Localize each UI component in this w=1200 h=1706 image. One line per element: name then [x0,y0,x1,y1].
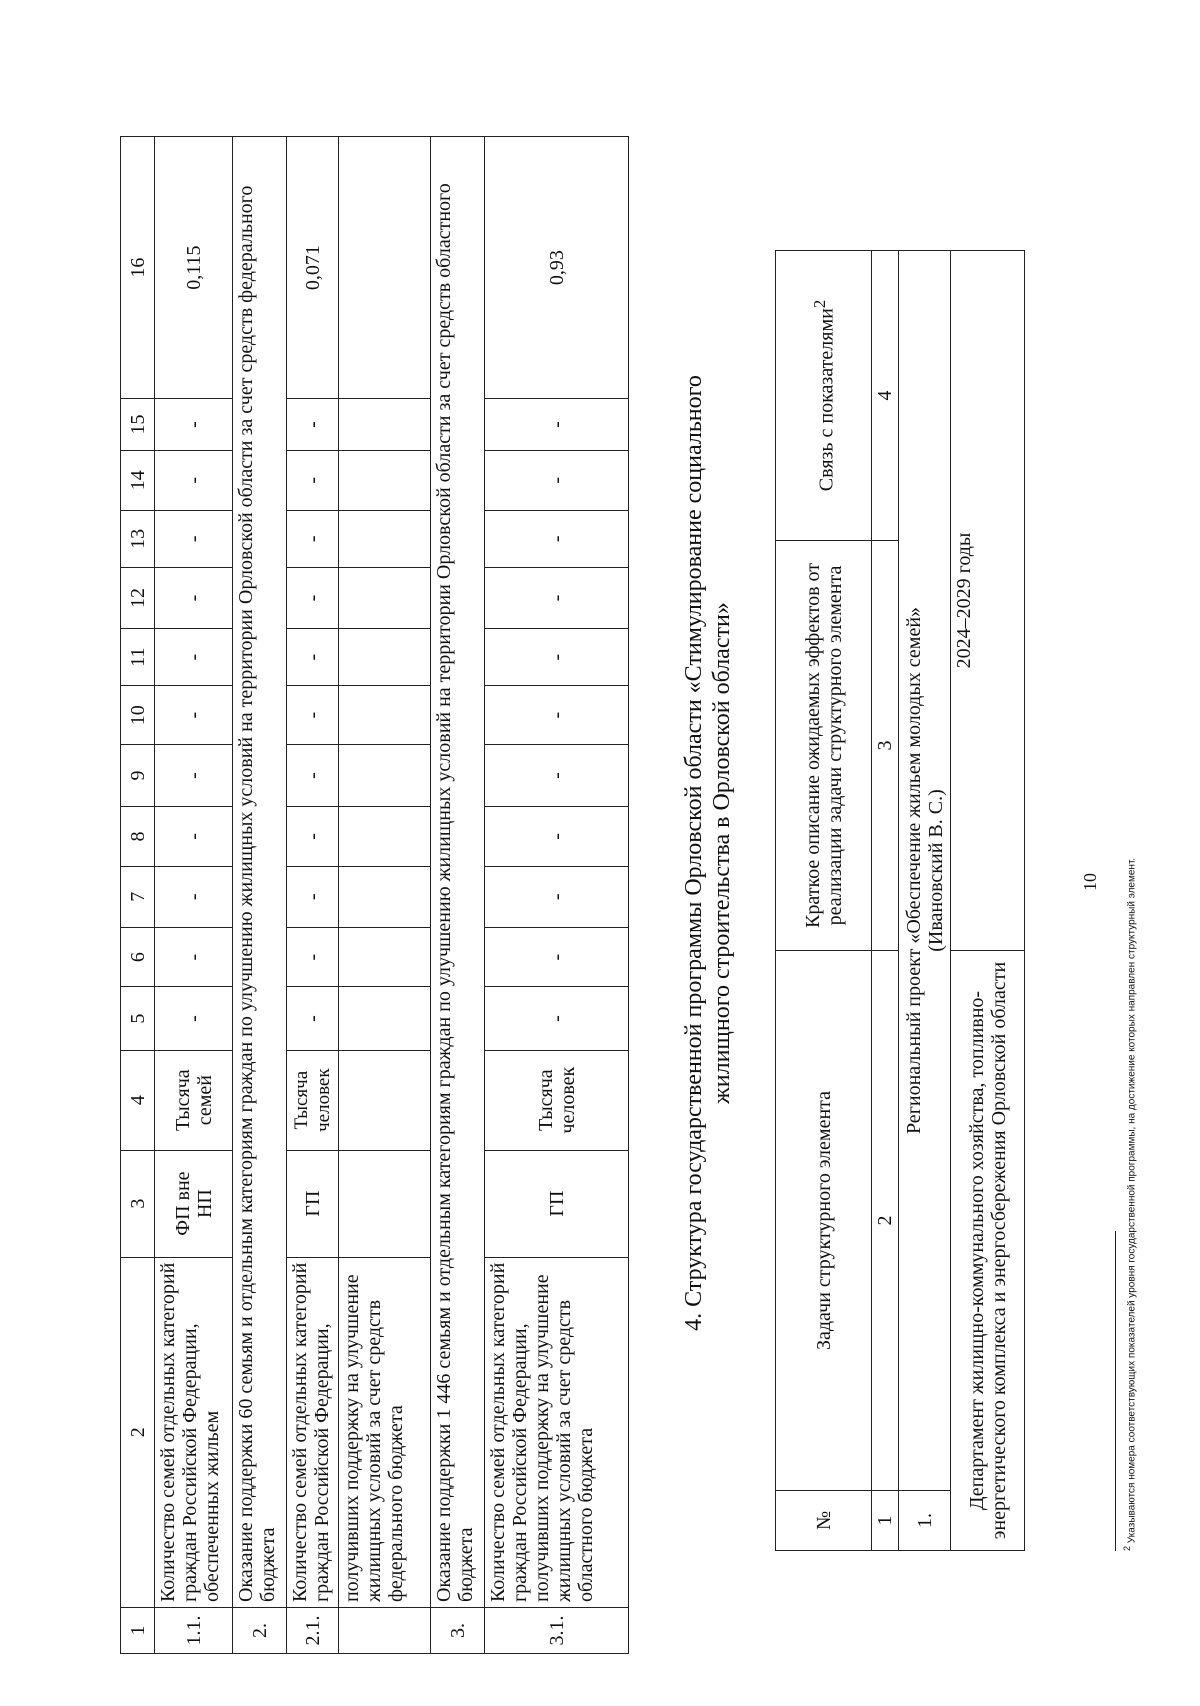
empty-cell [339,568,431,629]
col-header: 10 [121,686,155,745]
target-value: 0,071 [287,137,339,399]
empty-cell [339,987,431,1050]
unit: Тысяча человек [485,1050,629,1150]
unit: Тысяча человек [287,1050,339,1150]
empty-cell [339,1050,431,1150]
value-cell: - [155,450,233,510]
empty-cell [339,628,431,685]
column-number: 1 [872,1491,899,1551]
task-row [431,137,485,1654]
indicator-level: ГП [287,1150,339,1257]
responsible-row [951,251,1025,1551]
indicator-name-continued: получивших поддержку на улучшение жилищных условий за счет средств федерального бюджета [339,1257,431,1608]
empty-cell [339,510,431,567]
row-number: 1. [899,1491,951,1551]
project-row [899,251,951,1551]
value-cell: - [485,745,629,807]
empty-cell [339,927,431,987]
task-row [233,137,287,1654]
value-cell: - [155,399,233,451]
empty-cell [339,1608,431,1654]
table-row-continuation [339,137,431,1654]
empty-cell [339,1150,431,1257]
col-header-tasks: Задачи структурного элемента [776,951,872,1491]
value-cell: - [287,399,339,451]
task-description: Оказание поддержки 60 семьям и отдельным категориям граждан по улучшению жилищных условий на территории Орловской области за счет средств федерального бюджета [233,137,287,1608]
indicator-name: Количество семей отдельных категорий граждан Российской Федерации, [287,1257,339,1608]
section-title-line: жилищного строительства в Орловской области» [709,602,735,1104]
value-cell: - [155,745,233,807]
col-header: 1 [121,1608,155,1654]
footnote-marker: 2 [810,299,830,309]
col-header: 15 [121,399,155,451]
value-cell: - [485,399,629,451]
col-header: 4 [121,1050,155,1150]
project-name: Региональный проект «Обеспечение жильем молодых семей» [902,606,925,1135]
project-curator: (Ивановский В. С.) [924,789,947,952]
value-cell: - [287,450,339,510]
col-header-links-text: Связь с показателями [815,308,838,492]
value-cell: - [287,866,339,927]
empty-cell [339,137,431,399]
value-cell: - [287,927,339,987]
indicator-name: Количество семей отдельных категорий граждан Российской Федерации, получивших поддержку на улучшение жилищных условий за счет средств областного бюджета [485,1257,629,1608]
value-cell: - [287,987,339,1050]
responsible-department: Департамент жилищно-коммунального хозяйства, топливно-энергетического комплекса и энергосбережения Орловской области [951,951,1025,1551]
col-header: 5 [121,987,155,1050]
footnote [1122,858,1137,1551]
value-cell: - [155,927,233,987]
col-header: 16 [121,137,155,399]
col-header: 2 [121,1257,155,1608]
footnote-text: Указываются номера соответствующих показателей уровня государственной программы, на достижение которых направлен структурный элемент. [1126,857,1138,1544]
value-cell: - [287,568,339,629]
value-cell: - [155,866,233,927]
empty-cell [339,686,431,745]
col-header: 3 [121,1150,155,1257]
header-row [776,251,872,1551]
task-description: Оказание поддержки 1 446 семьям и отдельным категориям граждан по улучшению жилищных условий на территории Орловской области за счет средств областного бюджета [431,137,485,1608]
indicator-level: ГП [485,1150,629,1257]
indicators-table [120,136,629,1654]
value-cell: - [485,927,629,987]
value-cell: - [155,807,233,867]
row-number: 3. [431,1608,485,1654]
col-header: 14 [121,450,155,510]
empty-cell [339,866,431,927]
col-header-number: № [776,1491,872,1551]
value-cell: - [485,568,629,629]
row-number: 2.1. [287,1608,339,1654]
col-header: 7 [121,866,155,927]
structure-table [775,250,1025,1551]
section-title [680,0,736,1706]
footnote-separator [1115,1231,1116,1551]
row-number: 3.1. [485,1608,629,1654]
section-title-line: 4. Структура государственной программы Орловской области «Стимулирование социального [681,375,707,1331]
value-cell: - [287,745,339,807]
empty-cell [339,745,431,807]
indicator-name: Количество семей отдельных категорий граждан Российской Федерации, обеспеченных жильем [155,1257,233,1608]
col-header: 9 [121,745,155,807]
value-cell: - [155,568,233,629]
col-header: 13 [121,510,155,567]
value-cell: - [155,987,233,1050]
project-title [899,251,951,1491]
value-cell: - [485,628,629,685]
row-number: 2. [233,1608,287,1654]
value-cell: - [485,866,629,927]
value-cell: - [155,510,233,567]
col-header: 11 [121,628,155,685]
table-row [485,137,629,1654]
col-header: 12 [121,568,155,629]
target-value: 0,115 [155,137,233,399]
unit: Тысяча семей [155,1050,233,1150]
column-numbers-row [872,251,899,1551]
column-number: 3 [872,541,899,951]
empty-cell [339,399,431,451]
col-header: 6 [121,927,155,987]
empty-cell [339,807,431,867]
row-number: 1.1. [155,1608,233,1654]
table-row [287,137,339,1654]
indicator-level: ФП вне НП [155,1150,233,1257]
value-cell: - [485,686,629,745]
value-cell: - [485,807,629,867]
value-cell: - [155,686,233,745]
col-header-links [776,251,872,541]
value-cell: - [485,450,629,510]
column-number: 4 [872,251,899,541]
column-number: 2 [872,951,899,1491]
value-cell: - [485,987,629,1050]
col-header-effects: Краткое описание ожидаемых эффектов от реализации задачи структурного элемента [776,541,872,951]
value-cell: - [287,628,339,685]
header-row [121,137,155,1654]
page-number: 10 [1080,873,1100,891]
value-cell: - [485,510,629,567]
value-cell: - [155,628,233,685]
value-cell: - [287,686,339,745]
table-row [155,137,233,1654]
implementation-period: 2024–2029 годы [951,251,1025,951]
value-cell: - [287,807,339,867]
col-header: 8 [121,807,155,867]
target-value: 0,93 [485,137,629,399]
value-cell: - [287,510,339,567]
footnote-marker: 2 [1122,1545,1132,1551]
empty-cell [339,450,431,510]
